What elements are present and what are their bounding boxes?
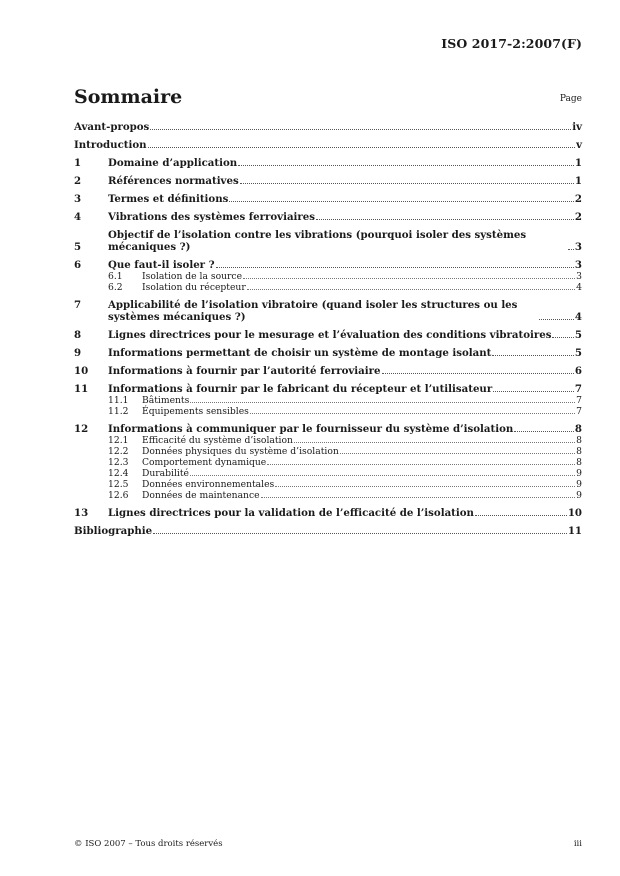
toc-entry-12-3[interactable] [74, 457, 582, 468]
toc-number: 8 [74, 329, 82, 341]
toc-label: Données physiques du système d’isolation [142, 446, 339, 457]
toc-label: Vibrations des systèmes ferroviaires [108, 211, 315, 223]
toc-page: 8 [574, 423, 582, 435]
toc-label: Introduction [74, 139, 147, 151]
toc-number: 13 [74, 507, 89, 519]
toc-label: Informations à fournir par l’autorité ferroviaire [108, 365, 381, 377]
dot-leader [294, 442, 575, 443]
toc-label: Lignes directrices pour le mesurage et l’évaluation des conditions vibratoires [108, 329, 552, 341]
toc-entry-introduction[interactable] [74, 139, 582, 151]
toc-number: 12.3 [108, 457, 129, 468]
toc-page: 3 [576, 271, 582, 282]
toc-page: 1 [574, 175, 582, 187]
toc-page: 11 [567, 525, 582, 537]
toc-number: 12.6 [108, 490, 129, 501]
toc-label: Équipements sensibles [142, 406, 249, 417]
toc-page: 8 [576, 446, 582, 457]
dot-leader [514, 431, 574, 432]
toc-label: Efficacité du système d’isolation [142, 435, 293, 446]
toc-page: 2 [574, 193, 582, 205]
toc-entry-7[interactable] [74, 299, 582, 323]
page-title: Sommaire [74, 86, 183, 108]
toc-entry-4[interactable] [74, 211, 582, 223]
toc-number: 5 [74, 241, 82, 253]
toc-number: 12.2 [108, 446, 129, 457]
toc-entry-8[interactable] [74, 329, 582, 341]
toc-number: 12.4 [108, 468, 129, 479]
toc-number: 10 [74, 365, 89, 377]
toc-entry-12-1[interactable] [74, 435, 582, 446]
toc-entry-6[interactable] [74, 259, 582, 271]
toc-page: 1 [574, 157, 582, 169]
toc-page: 2 [574, 211, 582, 223]
toc-entry-13[interactable] [74, 507, 582, 519]
toc-label: Informations à fournir par le fabricant du récepteur et l’utilisateur [108, 383, 493, 395]
toc-number: 9 [74, 347, 82, 359]
toc-page: 8 [576, 435, 582, 446]
toc-page: 9 [576, 468, 582, 479]
toc-label: Applicabilité de l’isolation vibratoire (quand isoler les structures ou les systèmes mécaniques ?) [108, 299, 518, 323]
toc-label: Informations permettant de choisir un système de montage isolant [108, 347, 492, 359]
toc-entry-3[interactable] [74, 193, 582, 205]
toc-number: 3 [74, 193, 82, 205]
toc-page: 9 [576, 479, 582, 490]
toc-label: Domaine d’application [108, 157, 238, 169]
toc-label: Comportement dynamique [142, 457, 267, 468]
toc-entry-11-2[interactable] [74, 406, 582, 417]
toc-entry-11-1[interactable] [74, 395, 582, 406]
toc-page: 8 [576, 457, 582, 468]
toc-number: 6.1 [108, 271, 123, 282]
dot-leader [150, 129, 571, 130]
page-column-label: Page [559, 94, 582, 104]
toc-page: 6 [574, 365, 582, 377]
toc-page: 10 [567, 507, 582, 519]
dot-leader [267, 464, 575, 465]
toc-label: Avant-propos [74, 121, 150, 133]
toc-entry-11[interactable] [74, 383, 582, 395]
toc-entry-avant-propos[interactable] [74, 121, 582, 133]
toc-number: 12.1 [108, 435, 129, 446]
dot-leader [247, 289, 575, 290]
toc-number: 11.1 [108, 395, 129, 406]
dot-leader [275, 486, 575, 487]
toc-label: Informations à communiquer par le fournisseur du système d’isolation [108, 423, 514, 435]
copyright-notice: © ISO 2007 – Tous droits réservés [74, 839, 223, 849]
dot-leader [493, 391, 574, 392]
dot-leader [240, 183, 574, 184]
dot-leader [492, 355, 574, 356]
toc-label: Lignes directrices pour la validation de l’efficacité de l’isolation [108, 507, 474, 519]
toc-number: 12.5 [108, 479, 129, 490]
toc-number: 2 [74, 175, 82, 187]
toc-number: 11 [74, 383, 89, 395]
dot-leader [229, 201, 574, 202]
toc-label: Que faut-il isoler ? [108, 259, 215, 271]
toc-entry-5[interactable] [74, 229, 582, 253]
toc-page: iv [572, 121, 582, 133]
toc-number: 12 [74, 423, 89, 435]
toc-entry-6-2[interactable] [74, 282, 582, 293]
toc-page: 5 [574, 329, 582, 341]
toc-page: 3 [574, 241, 582, 253]
toc-number: 11.2 [108, 406, 129, 417]
toc-entry-12[interactable] [74, 423, 582, 435]
dot-leader [340, 453, 575, 454]
toc-entry-12-5[interactable] [74, 479, 582, 490]
toc-page: 7 [576, 406, 582, 417]
toc-number: 4 [74, 211, 82, 223]
toc-entry-6-1[interactable] [74, 271, 582, 282]
dot-leader [475, 515, 567, 516]
toc-entry-12-4[interactable] [74, 468, 582, 479]
toc-page: 7 [576, 395, 582, 406]
toc-entry-10[interactable] [74, 365, 582, 377]
dot-leader [238, 165, 574, 166]
toc-number: 6 [74, 259, 82, 271]
toc-label: Durabilité [142, 468, 189, 479]
toc-number: 1 [74, 157, 82, 169]
dot-leader [148, 147, 576, 148]
toc-entry-9[interactable] [74, 347, 582, 359]
toc-page: v [576, 139, 582, 151]
dot-leader [216, 267, 574, 268]
toc-entry-2[interactable] [74, 175, 582, 187]
dot-leader [552, 337, 573, 338]
dot-leader [153, 533, 567, 534]
toc-page: 7 [574, 383, 582, 395]
toc-label: Bâtiments [142, 395, 190, 406]
dot-leader [250, 413, 575, 414]
toc-number: 7 [74, 299, 82, 311]
table-of-contents [74, 121, 582, 537]
dot-leader [190, 402, 575, 403]
dot-leader [568, 249, 574, 250]
toc-label: Données environnementales [142, 479, 275, 490]
dot-leader [190, 475, 575, 476]
dot-leader [382, 373, 574, 374]
toc-label: Isolation de la source [142, 271, 243, 282]
toc-number: 6.2 [108, 282, 123, 293]
toc-label: Données de maintenance [142, 490, 260, 501]
toc-entry-bibliographie[interactable] [74, 525, 582, 537]
toc-entry-1[interactable] [74, 157, 582, 169]
toc-page: 4 [574, 311, 582, 323]
toc-page: 5 [574, 347, 582, 359]
dot-leader [243, 278, 575, 279]
toc-page: 3 [574, 259, 582, 271]
dot-leader [539, 319, 574, 320]
toc-label: Isolation du récepteur [142, 282, 246, 293]
toc-page: 4 [576, 282, 582, 293]
toc-label: Références normatives [108, 175, 239, 187]
page-number: iii [573, 839, 582, 849]
dot-leader [316, 219, 574, 220]
toc-entry-12-2[interactable] [74, 446, 582, 457]
toc-entry-12-6[interactable] [74, 490, 582, 501]
toc-page: 9 [576, 490, 582, 501]
toc-label: Termes et définitions [108, 193, 229, 205]
dot-leader [261, 497, 576, 498]
toc-label: Objectif de l’isolation contre les vibrations (pourquoi isoler des systèmes mécaniques ?) [108, 229, 527, 253]
toc-label: Bibliographie [74, 525, 153, 537]
document-code: ISO 2017-2:2007(F) [441, 36, 582, 51]
